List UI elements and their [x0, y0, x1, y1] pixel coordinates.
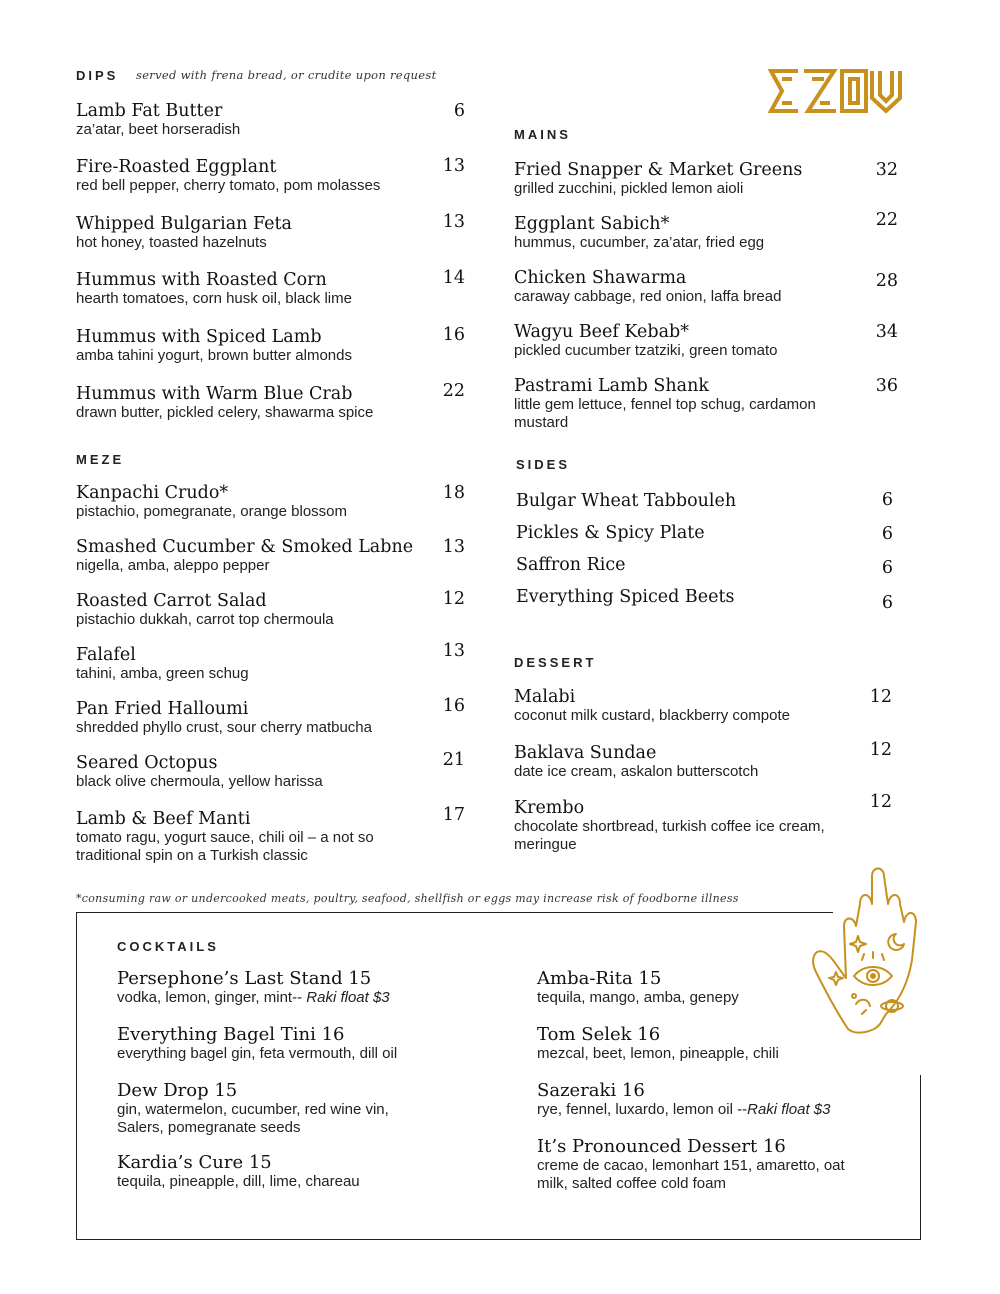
item-price: 34	[875, 322, 898, 342]
item-price: 6	[453, 101, 465, 121]
cocktail-desc-italic: Raki float $3	[306, 989, 390, 1006]
item-price: 36	[875, 376, 898, 396]
item-name: Hummus with Warm Blue Crab	[76, 384, 353, 404]
item-name: Roasted Carrot Salad	[76, 591, 267, 611]
cocktail-name: Dew Drop 15	[117, 1080, 238, 1101]
side-item-name: Bulgar Wheat Tabbouleh	[516, 491, 737, 511]
menu-item	[514, 322, 777, 360]
item-price: 13	[442, 212, 465, 232]
menu-item	[514, 743, 758, 781]
sides-header: SIDES	[516, 457, 571, 472]
mains-header: MAINS	[514, 127, 571, 142]
item-price: 13	[442, 156, 465, 176]
cocktail-item	[117, 969, 517, 1007]
item-price: 18	[442, 483, 465, 503]
item-price: 6	[881, 593, 893, 613]
item-desc: shredded phyllo crust, sour cherry matbucha	[76, 719, 372, 736]
cocktail-name: Persephone’s Last Stand 15	[117, 968, 372, 989]
menu-item	[514, 687, 790, 725]
cocktail-desc: mezcal, beet, lemon, pineapple, chili	[537, 1045, 779, 1062]
item-price: 16	[442, 325, 465, 345]
item-name: Wagyu Beef Kebab*	[514, 322, 689, 342]
cocktail-item	[537, 969, 877, 1007]
side-item-name: Saffron Rice	[516, 555, 626, 575]
item-desc: caraway cabbage, red onion, laffa bread	[514, 288, 782, 305]
item-name: Krembo	[514, 798, 585, 818]
cocktail-name: It’s Pronounced Dessert 16	[537, 1136, 786, 1157]
item-desc: hot honey, toasted hazelnuts	[76, 234, 267, 251]
item-desc: date ice cream, askalon butterscotch	[514, 763, 759, 780]
item-desc: coconut milk custard, blackberry compote	[514, 707, 790, 724]
item-name: Fried Snapper & Market Greens	[514, 160, 803, 180]
item-name: Pastrami Lamb Shank	[514, 376, 709, 396]
item-price: 14	[442, 268, 465, 288]
cocktail-desc: tequila, mango, amba, genepy	[537, 989, 739, 1006]
item-name: Whipped Bulgarian Feta	[76, 214, 292, 234]
cocktail-item	[537, 1081, 897, 1119]
item-desc: black olive chermoula, yellow harissa	[76, 773, 323, 790]
item-name: Baklava Sundae	[514, 743, 657, 763]
cocktail-item	[117, 1153, 517, 1191]
item-price: 6	[881, 558, 893, 578]
menu-item	[76, 101, 240, 139]
item-name: Lamb & Beef Manti	[76, 809, 251, 829]
item-desc: amba tahini yogurt, brown butter almonds	[76, 347, 352, 364]
cocktail-desc: tequila, pineapple, dill, lime, chareau	[117, 1173, 360, 1190]
item-name: Eggplant Sabich*	[514, 214, 670, 234]
menu-item	[76, 483, 347, 521]
item-price: 13	[442, 537, 465, 557]
item-name: Smashed Cucumber & Smoked Labne	[76, 537, 414, 557]
cocktail-name: Sazeraki 16	[537, 1080, 645, 1101]
hamsa-hand-illustration	[808, 864, 944, 1036]
item-name: Hummus with Spiced Lamb	[76, 327, 322, 347]
item-price: 12	[869, 740, 892, 760]
cocktail-desc-italic: Raki float $3	[747, 1101, 831, 1118]
menu-item	[76, 591, 334, 629]
item-price: 22	[442, 381, 465, 401]
item-name: Seared Octopus	[76, 753, 218, 773]
item-price: 13	[442, 641, 465, 661]
cocktail-item	[537, 1137, 857, 1193]
item-price: 12	[869, 792, 892, 812]
menu-item	[76, 214, 292, 252]
menu-item	[514, 376, 834, 432]
menu-item	[76, 384, 373, 422]
item-price: 21	[442, 750, 465, 770]
item-desc: drawn butter, pickled celery, shawarma spice	[76, 404, 374, 421]
side-item-name: Pickles & Spicy Plate	[516, 523, 705, 543]
item-price: 12	[869, 687, 892, 707]
cocktail-name: Amba-Rita 15	[537, 968, 662, 989]
meze-header: MEZE	[76, 452, 125, 467]
item-desc: hearth tomatoes, corn husk oil, black lime	[76, 290, 352, 307]
cocktail-desc: everything bagel gin, feta vermouth, dill oil	[117, 1045, 398, 1062]
item-desc: za’atar, beet horseradish	[76, 121, 241, 138]
side-item-name: Everything Spiced Beets	[516, 587, 735, 607]
item-desc: pistachio dukkah, carrot top chermoula	[76, 611, 334, 628]
item-name: Falafel	[76, 645, 136, 665]
cocktail-item	[117, 1025, 517, 1063]
menu-item	[76, 327, 352, 365]
item-name: Kanpachi Crudo*	[76, 483, 229, 503]
cocktail-desc: gin, watermelon, cucumber, red wine vin, Salers, pomegranate seeds	[117, 1101, 389, 1136]
cocktail-item	[117, 1081, 427, 1137]
ezov-logo	[768, 68, 904, 114]
menu-item	[76, 645, 249, 683]
item-desc: chocolate shortbread, turkish coffee ice cream, meringue	[514, 818, 825, 853]
item-desc: nigella, amba, aleppo pepper	[76, 557, 270, 574]
item-desc: little gem lettuce, fennel top schug, cardamon mustard	[514, 396, 816, 431]
menu-item	[514, 798, 834, 854]
cocktail-desc: rye, fennel, luxardo, lemon oil --	[537, 1101, 748, 1118]
menu-item	[76, 157, 380, 195]
cocktail-item	[537, 1025, 877, 1063]
menu-item	[76, 809, 416, 865]
item-price: 17	[442, 805, 465, 825]
cocktails-header: COCKTAILS	[117, 939, 219, 954]
item-desc: pistachio, pomegranate, orange blossom	[76, 503, 347, 520]
item-name: Lamb Fat Butter	[76, 101, 223, 121]
cocktail-name: Kardia’s Cure 15	[117, 1152, 272, 1173]
menu-item	[514, 160, 802, 198]
cocktail-name: Everything Bagel Tini 16	[117, 1024, 345, 1045]
cocktail-name: Tom Selek 16	[537, 1024, 661, 1045]
item-name: Malabi	[514, 687, 576, 707]
menu-item	[76, 270, 352, 308]
item-price: 22	[875, 210, 898, 230]
item-price: 32	[875, 160, 898, 180]
item-price: 6	[881, 524, 893, 544]
item-price: 6	[881, 490, 893, 510]
cocktail-desc: vodka, lemon, ginger, mint--	[117, 989, 307, 1006]
dips-header: DIPS	[76, 68, 119, 83]
item-name: Fire-Roasted Eggplant	[76, 157, 277, 177]
menu-item	[76, 753, 323, 791]
item-name: Chicken Shawarma	[514, 268, 687, 288]
cocktail-desc: creme de cacao, lemonhart 151, amaretto, oat milk, salted coffee cold foam	[537, 1157, 845, 1192]
menu-item	[514, 268, 781, 306]
item-desc: grilled zucchini, pickled lemon aioli	[514, 180, 744, 197]
item-desc: hummus, cucumber, za’atar, fried egg	[514, 234, 765, 251]
item-desc: tomato ragu, yogurt sauce, chili oil – a not so traditional spin on a Turkish classic	[76, 829, 374, 864]
disclaimer: *consuming raw or undercooked meats, poultry, seafood, shellfish or eggs may increase risk of foodborne illness	[76, 892, 739, 905]
item-price: 12	[442, 589, 465, 609]
item-desc: tahini, amba, green schug	[76, 665, 249, 682]
item-price: 16	[442, 696, 465, 716]
dessert-header: DESSERT	[514, 655, 597, 670]
menu-item	[76, 537, 413, 575]
dips-note: served with frena bread, or crudite upon request	[136, 68, 437, 82]
item-name: Hummus with Roasted Corn	[76, 270, 327, 290]
item-desc: red bell pepper, cherry tomato, pom molasses	[76, 177, 381, 194]
menu-item	[514, 214, 764, 252]
item-name: Pan Fried Halloumi	[76, 699, 249, 719]
menu-item	[76, 699, 372, 737]
item-desc: pickled cucumber tzatziki, green tomato	[514, 342, 778, 359]
item-price: 28	[875, 271, 898, 291]
